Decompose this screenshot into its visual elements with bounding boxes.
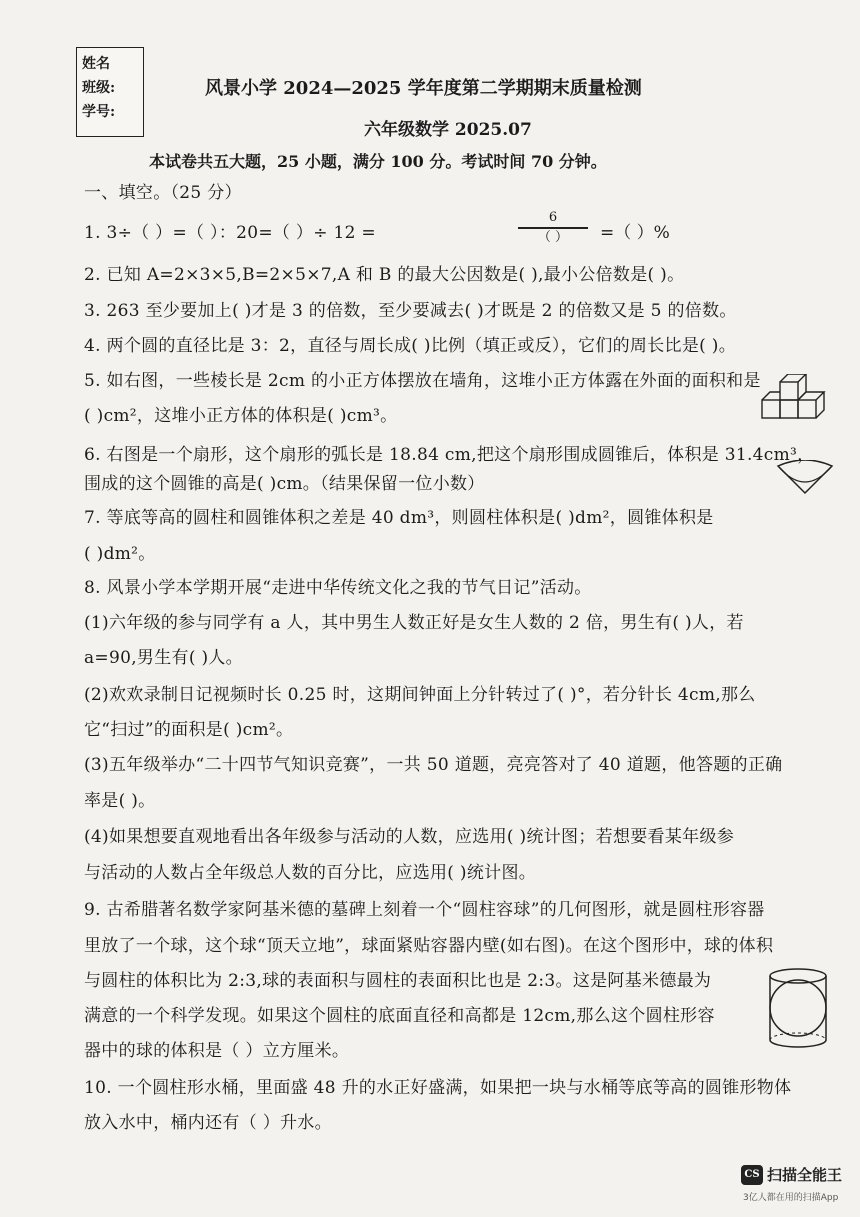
question-7-line-1: 7. 等底等高的圆柱和圆锥体积之差是 40 dm³，则圆柱体积是( )dm²，圆锥体积是 — [84, 508, 714, 528]
school-title: 风景小学 2024—2025 学年度第二学期期末质量检测 — [205, 78, 642, 99]
question-10-line-2: 放入水中，桶内还有（ ）升水。 — [84, 1113, 332, 1133]
section-title: 一、填空。（25 分） — [84, 183, 242, 203]
question-9-line-1: 9. 古希腊著名数学家阿基米德的墓碑上刻着一个“圆柱容球”的几何图形，就是圆柱形容器 — [84, 900, 765, 920]
class-label: 班级: — [82, 80, 116, 96]
fraction-numerator: 6 — [548, 210, 558, 225]
id-label: 学号: — [82, 104, 116, 120]
student-info-box — [76, 47, 144, 137]
question-9-line-5: 器中的球的体积是（ ）立方厘米。 — [84, 1041, 350, 1061]
question-9-line-3: 与圆柱的体积比为 2:3,球的表面积与圆柱的表面积比也是 2:3。这是阿基米德最为 — [84, 971, 712, 991]
question-8-3-line-2: 率是( )。 — [84, 791, 156, 811]
question-8-3-line-1: (3)五年级举办“二十四节气知识竞赛”，一共 50 道题，亮亮答对了 40 道题，他答题的正确 — [84, 755, 783, 775]
question-8-4-line-2: 与活动的人数占全年级总人数的百分比，应选用( )统计图。 — [84, 863, 537, 883]
question-9-line-2: 里放了一个球，这个球“顶天立地”，球面紧贴容器内壁(如右图)。在这个图形中，球的体积 — [84, 936, 774, 956]
question-7-line-2: ( )dm²。 — [84, 544, 156, 564]
question-4: 4. 两个圆的直径比是 3：2，直径与周长成( )比例（填正或反），它们的周长比是( )。 — [84, 336, 736, 356]
question-1-right: =（ ）% — [600, 223, 670, 243]
question-1-left: 1. 3÷（ ）=（ ）：20=（ ）÷ 12 = — [84, 223, 376, 243]
cylinder-sphere-figure — [767, 966, 829, 1052]
question-6-line-1: 6. 右图是一个扇形，这个扇形的弧长是 18.84 cm,把这个扇形围成圆锥后，体积是 31.4cm³， — [84, 445, 815, 465]
exam-subtitle: 六年级数学 2025.07 — [364, 120, 532, 140]
exam-info: 本试卷共五大题，25 小题，满分 100 分。考试时间 70 分钟。 — [149, 152, 607, 171]
question-10-line-1: 10. 一个圆柱形水桶，里面盛 48 升的水正好盛满，如果把一块与水桶等底等高的圆锥形物体 — [84, 1078, 792, 1098]
question-8-2-line-2: 它“扫过”的面积是( )cm²。 — [84, 720, 294, 740]
question-5-line-2: ( )cm²，这堆小正方体的体积是( )cm³。 — [84, 406, 398, 426]
question-8-2-line-1: (2)欢欢录制日记视频时长 0.25 时，这期间钟面上分针转过了( )°，若分针长 4cm,那么 — [84, 685, 756, 705]
question-8: 8. 风景小学本学期开展“走进中华传统文化之我的节气日记”活动。 — [84, 578, 592, 598]
scanner-tagline: 3亿人都在用的扫描App — [743, 1193, 839, 1203]
question-3: 3. 263 至少要加上( )才是 3 的倍数，至少要减去( )才既是 2 的倍数又是 5 的倍数。 — [84, 301, 737, 321]
sector-figure — [775, 460, 835, 496]
question-5-line-1: 5. 如右图，一些棱长是 2cm 的小正方体摆放在墙角，这堆小正方体露在外面的面积和是 — [84, 371, 761, 391]
question-6-line-2: 围成的这个圆锥的高是( )cm。（结果保留一位小数） — [84, 474, 485, 494]
scanner-app-name: 扫描全能王 — [767, 1166, 843, 1184]
question-2: 2. 已知 A=2×3×5,B=2×5×7,A 和 B 的最大公因数是( ),最小公倍数是( )。 — [84, 265, 685, 285]
fraction-denominator: （ ） — [537, 229, 569, 245]
question-8-1-line-2: a=90,男生有( )人。 — [84, 648, 243, 668]
question-9-line-4: 满意的一个科学发现。如果这个圆柱的底面直径和高都是 12cm,那么这个圆柱形容 — [84, 1006, 715, 1026]
question-8-4-line-1: (4)如果想要直观地看出各年级参与活动的人数，应选用( )统计图；若想要看某年级参 — [84, 827, 735, 847]
question-8-1-line-1: (1)六年级的参与同学有 a 人，其中男生人数正好是女生人数的 2 倍，男生有( )人，若 — [84, 613, 744, 633]
name-label: 姓名 — [82, 56, 110, 72]
question-1-fraction — [510, 210, 596, 246]
fraction-bar — [518, 227, 588, 229]
cubes-figure — [758, 374, 830, 424]
scanner-logo-icon: CS — [741, 1165, 763, 1185]
